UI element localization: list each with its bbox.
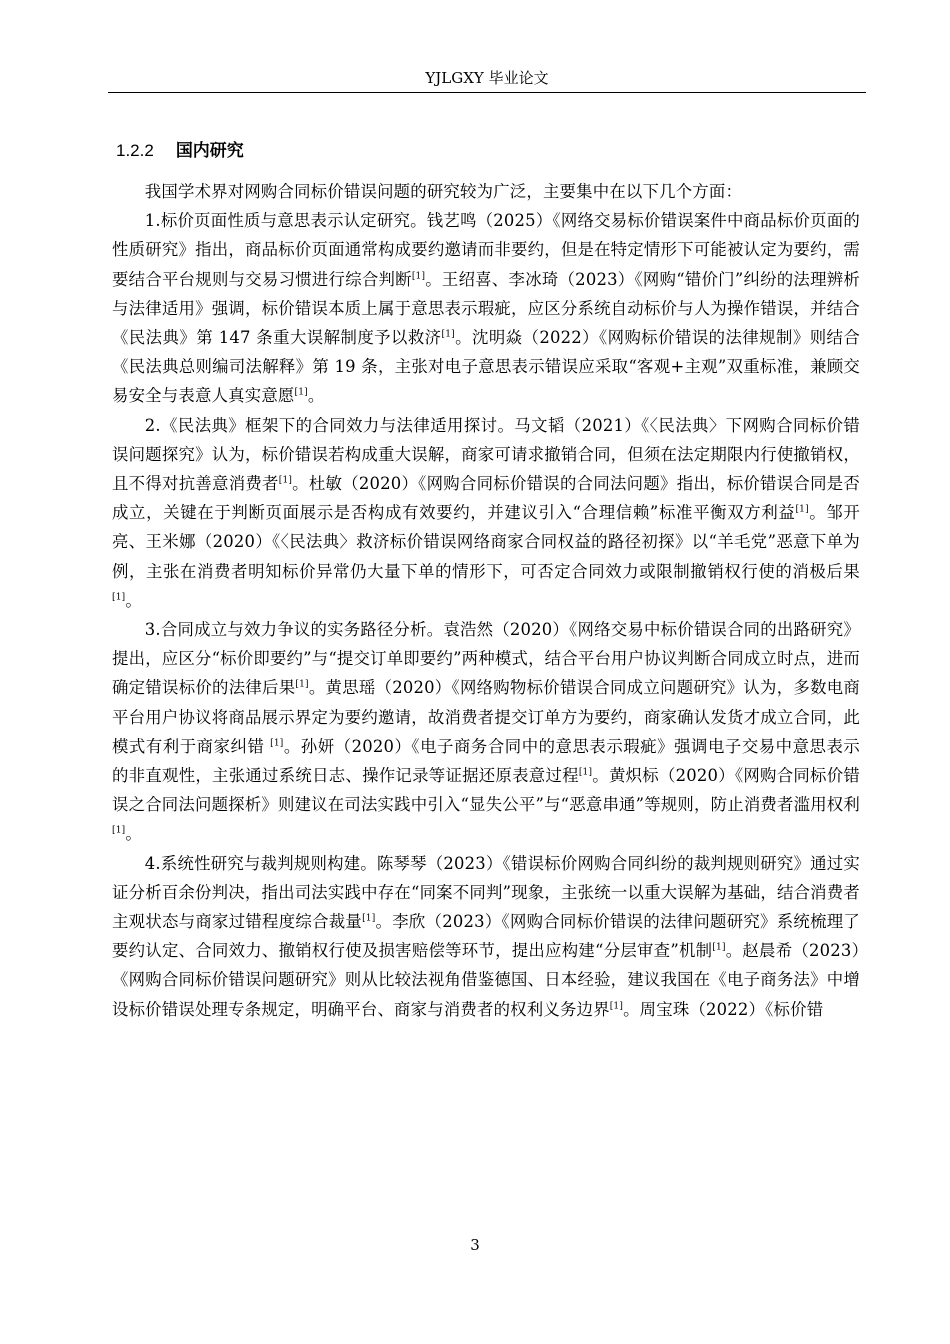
section-heading — [116, 138, 244, 164]
citation-marker: [1] — [795, 504, 809, 515]
page-number: 3 — [470, 1236, 480, 1254]
header-rule — [108, 92, 866, 93]
paragraph: 4.系统性研究与裁判规则构建。陈琴琴（2023）《错误标价网购合同纠纷的裁判规则研究》通过实证分析百余份判决，指出司法实践中存在“同案不同判”现象，主张统一以重大误解为基础，结合消费者主观状态与商家过错程度综合裁量[1]。李欣（2023）《网购合同标价错误的法律问题研究》系统梳理了要约认定、合同效力、撤销权行使及损害赔偿等环节，提出应构建“分层审查”机制[1]。赵晨希（2023）《网购合同标价错误问题研究》则从比较法视角借鉴德国、日本经验，建议我国在《电子商务法》中增设标价错误处理专条规定，明确平台、商家与消费者的权利义务边界[1]。周宝珠（2022）《标价错 — [112, 853, 861, 1019]
citation-marker: [1] — [294, 387, 308, 398]
citation-marker: [1] — [362, 913, 376, 924]
citation-marker: [1] — [609, 1001, 624, 1012]
body-text — [112, 177, 860, 1024]
paragraph: 2.《民法典》框架下的合同效力与法律适用探讨。马文韬（2021）《〈民法典〉下网购合同标价错误问题探究》认为，标价错误若构成重大误解，商家可请求撤销合同，但须在法定期限内行使撤销权，且不得对抗善意消费者[1]。杜敏（2020）《网购合同标价错误的合同法问题》指出，标价错误合同是否成立，关键在于判断页面展示是否构成有效要约，并建议引入“合理信赖”标准平衡双方利益[1]。邹开亮、王米娜（2020）《〈民法典〉救济标价错误网络商家合同权益的路径初探》以“羊毛党”恶意下单为例，主张在消费者明知标价异常仍大量下单的情形下，可否定合同效力或限制撤销权行使的消极后果[1]。 — [112, 415, 861, 610]
citation-marker: [1] — [295, 679, 309, 690]
paragraph: 3.合同成立与效力争议的实务路径分析。袁浩然（2020）《网络交易中标价错误合同的出路研究》提出，应区分“标价即要约”与“提交订单即要约”两种模式，结合平台用户协议判断合同成立时点，进而确定错误标价的法律后果[1]。黄思瑶（2020）《网络购物标价错误合同成立问题研究》认为，多数电商平台用户协议将商品展示界定为要约邀请，故消费者提交订单方为要约，商家确认发货才成立合同，此模式有利于商家纠错 [1]。孙妍（2020）《电子商务合同中的意思表示瑕疵》强调电子交易中意思表示的非直观性，主张通过系统日志、操作记录等证据还原表意过程[1]。黄炽标（2020）《网购合同标价错误之合同法问题探析》则建议在司法实践中引入“显失公平”与“恶意串通”等规则，防止消费者滥用权利[1]。 — [112, 620, 861, 844]
citation-marker: [1] — [411, 271, 426, 282]
citation-marker: [1] — [712, 942, 726, 953]
citation-marker: [1] — [112, 826, 126, 836]
paragraph: 我国学术界对网购合同标价错误问题的研究较为广泛，主要集中在以下几个方面： — [144, 182, 743, 201]
paragraph: 1.标价页面性质与意思表示认定研究。钱艺鸣（2025）《网络交易标价错误案件中商品标价页面的性质研究》指出，商品标价页面通常构成要约邀请而非要约，但是在特定情形下可能被认定为要约，需要结合平台规则与交易习惯进行综合判断[1]。王绍喜、李冰琦（2023）《网购“错价门”纠纷的法理辨析与法律适用》强调，标价错误本质上属于意思表示瑕疵，应区分系统自动标价与人为操作错误，并结合《民法典》第 147 条重大误解制度予以救济[1]。沈明焱（2022）《网购标价错误的法律规制》则结合《民法典总则编司法解释》第 19 条，主张对电子意思表示错误应采取“客观+主观”双重标准，兼顾交易安全与表意人真实意愿[1]。 — [112, 211, 860, 406]
section-title: 国内研究 — [175, 141, 244, 161]
section-number: 1.2.2 — [116, 141, 154, 160]
citation-marker: [1] — [112, 592, 126, 603]
citation-marker: [1] — [270, 738, 284, 749]
page-header: YJLGXY 毕业论文 — [425, 69, 549, 87]
citation-marker: [1] — [278, 475, 293, 486]
citation-marker: [1] — [578, 767, 593, 778]
citation-marker: [1] — [441, 329, 455, 340]
